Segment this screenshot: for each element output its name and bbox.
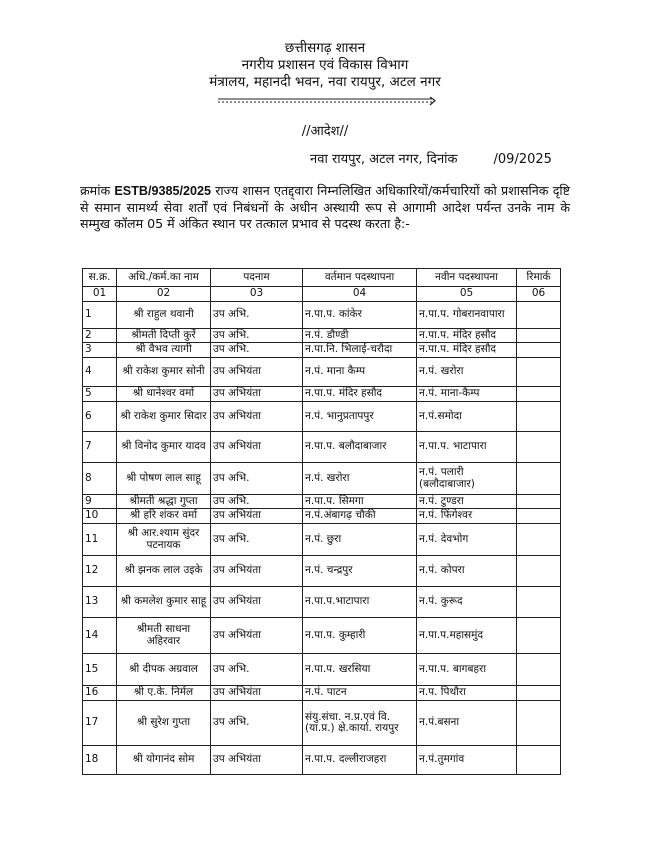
cell-current: न.पा.प. दल्लीराजहरा [303,746,417,775]
col-header-current: वर्तमान पदस्थापना [303,269,417,287]
cell-current: न.पं. पाटन [303,686,417,701]
cell-sn: 15 [83,654,117,686]
cell-post: उप अभियंता [211,358,303,387]
place-date-label: नवा रायपुर, अटल नगर, दिनांक [310,152,458,167]
table-header-row [83,269,561,287]
letterhead [0,40,650,91]
cell-sn: 8 [83,463,117,495]
cell-name: श्री आर.श्याम सुंदर पटनायक [117,524,211,556]
cell-current: न.पा.प.भाटापारा [303,587,417,618]
cell-current: न.पा.प. बलौदाबाजार [303,432,417,463]
cell-sn: 4 [83,358,117,387]
cell-current: न.पा.प. कुम्हारी [303,618,417,654]
cell-sn: 1 [83,302,117,329]
cell-sn: 6 [83,402,117,432]
cell-name: श्री राकेश कुमार सोनी [117,358,211,387]
cell-new: न.पा.प. मंदिर हसौद [417,343,517,358]
cell-new: न.पा.प. गोबरानवापारा [417,302,517,329]
cell-current: न.पं. भानुप्रतापपुर [303,402,417,432]
cell-name: श्री ए.के. निर्मल [117,686,211,701]
posting-table [82,268,561,775]
cell-new: न.पं. फिंगेश्वर [417,509,517,524]
table-row [83,556,561,587]
cell-post: उप अभियंता [211,402,303,432]
cell-post: उप अभियंता [211,509,303,524]
ornamental-divider [218,96,438,106]
table-row [83,686,561,701]
cell-remark [517,701,561,746]
table-row [83,343,561,358]
cell-new: न.प. पिथौरा [417,686,517,701]
cell-post: उप अभियंता [211,686,303,701]
cell-sn: 5 [83,387,117,402]
cell-remark [517,463,561,495]
cell-current: न.पं. खरोरा [303,463,417,495]
cell-name: श्री पोषण लाल साहू [117,463,211,495]
cell-name: श्री झनक लाल उइके [117,556,211,587]
table-row [83,495,561,509]
table-row [83,587,561,618]
cell-new: न.पा.प. भाटापारा [417,432,517,463]
table-row [83,654,561,686]
cell-remark [517,343,561,358]
cell-current: न.पा.प. मंदिर हसौद [303,387,417,402]
govt-name: छत्तीसगढ़ शासन [284,40,366,56]
cell-name: श्री राकेश कुमार सिदार [117,402,211,432]
cell-name: श्री दीपक अग्रवाल [117,654,211,686]
col-header-name: अधि./कर्म.का नाम [117,269,211,287]
cell-current: न.पा.प. सिमगा [303,495,417,509]
cell-post: उप अभियंता [211,618,303,654]
col-number: 01 [83,287,117,302]
place-date-line [310,149,552,167]
cell-new: न.पं.बसना [417,701,517,746]
cell-post: उप अभि. [211,463,303,495]
col-number: 05 [417,287,517,302]
cell-sn: 14 [83,618,117,654]
table-row [83,524,561,556]
cell-current: न.पं. डौण्डी [303,329,417,343]
cell-current: न.पं.अंबागढ़ चौकी [303,509,417,524]
cell-name: श्रीमती साधना अहिरवार [117,618,211,654]
cell-remark [517,746,561,775]
table-row [83,387,561,402]
cell-remark [517,402,561,432]
cell-name: श्री राहुल थवानी [117,302,211,329]
table-row [83,358,561,387]
cell-post: उप अभियंता [211,746,303,775]
cell-new: न.पं. कुरूद [417,587,517,618]
cell-sn: 12 [83,556,117,587]
cell-sn: 9 [83,495,117,509]
cell-remark [517,495,561,509]
cell-current: संयु.संचा. न.प्र.एवं वि.(या.प्र.) क्षे.कार्या. रायपुर [303,701,417,746]
cell-new: न.पं.तुमगांव [417,746,517,775]
cell-new: न.पा.प.महासमुंद [417,618,517,654]
col-header-sn: स.क्र. [83,269,117,287]
cell-remark [517,329,561,343]
table-row [83,701,561,746]
cell-sn: 13 [83,587,117,618]
cell-sn: 2 [83,329,117,343]
cell-remark [517,509,561,524]
table-row [83,302,561,329]
cell-name: श्री योगानंद सोम [117,746,211,775]
cell-current: न.पा.नि. भिलाई-चरौदा [303,343,417,358]
cell-remark [517,618,561,654]
cell-post: उप अभि. [211,524,303,556]
order-body: राज्य शासन एतद्द्वारा निम्नलिखित अधिकारियों/कर्मचारियों को प्रशासनिक दृष्टि से समान सामर्थ्य सेवा शर्तों एवं निबंधनों के अधीन अस्थायी रूप से आगामी आदेश पर्यन्त उनके नाम के सम्मुख कॉलम 05 में अंकित स्थान पर तत्काल प्रभाव से पदस्थ करता है:- [80,183,570,231]
cell-sn: 10 [83,509,117,524]
cell-sn: 3 [83,343,117,358]
date-value: /09/2025 [493,152,552,167]
cell-new: न.पं. माना-कैम्प [417,387,517,402]
table-row [83,746,561,775]
table-row [83,509,561,524]
cell-post: उप अभियंता [211,587,303,618]
cell-post: उप अभियंता [211,387,303,402]
cell-remark [517,432,561,463]
col-number: 04 [303,287,417,302]
cell-sn: 11 [83,524,117,556]
cell-current: न.पं. माना कैम्प [303,358,417,387]
cell-new: न.पं. पलारी (बलौदाबाजार) [417,463,517,495]
col-header-new: नवीन पदस्थापना [417,269,517,287]
order-number: ESTB/9385/2025 [114,184,212,198]
table-row [83,432,561,463]
cell-remark [517,686,561,701]
col-number: 02 [117,287,211,302]
cell-post: उप अभियंता [211,556,303,587]
cell-sn: 17 [83,701,117,746]
cell-name: श्रीमती दिप्ती कुर्रे [117,329,211,343]
col-header-post: पदनाम [211,269,303,287]
order-paragraph [80,183,570,233]
table-row [83,329,561,343]
cell-post: उप अभि. [211,302,303,329]
cell-name: श्री धानेश्वर वर्मा [117,387,211,402]
cell-new: न.पं. टुण्डरा [417,495,517,509]
cell-new: न.पा.प. मंदिर हसौद [417,329,517,343]
cell-sn: 7 [83,432,117,463]
cell-sn: 16 [83,686,117,701]
cell-new: न.पं. खरोरा [417,358,517,387]
office-address: मंत्रालय, महानदी भवन, नवा रायपुर, अटल नगर [209,74,441,90]
cell-sn: 18 [83,746,117,775]
cell-remark [517,387,561,402]
cell-name: श्रीमती श्रद्धा गुप्ता [117,495,211,509]
cell-name: श्री कमलेश कुमार साहू [117,587,211,618]
cell-new: न.पा.प. बागबहरा [417,654,517,686]
cell-new: न.पं.समोदा [417,402,517,432]
cell-post: उप अभि. [211,701,303,746]
order-no-prefix: क्रमांक [80,183,111,198]
cell-remark [517,358,561,387]
order-title: //आदेश// [301,124,349,139]
cell-name: श्री सुरेश गुप्ता [117,701,211,746]
cell-name: श्री हरि शंकर वर्मा [117,509,211,524]
cell-remark [517,556,561,587]
cell-post: उप अभियंता [211,432,303,463]
col-number: 06 [517,287,561,302]
col-number: 03 [211,287,303,302]
cell-current: न.पं. चन्द्रपुर [303,556,417,587]
table-colnum-row [83,287,561,302]
table-row [83,618,561,654]
cell-new: न.पं. देवभोग [417,524,517,556]
table-row [83,463,561,495]
cell-new: न.पं. कोपरा [417,556,517,587]
col-header-remark: रिमार्क [517,269,561,287]
cell-post: उप अभि. [211,343,303,358]
table-row [83,402,561,432]
cell-post: उप अभि. [211,654,303,686]
cell-current: न.पा.प. खरसिया [303,654,417,686]
cell-remark [517,587,561,618]
department-name: नगरीय प्रशासन एवं विकास विभाग [241,57,409,73]
cell-name: श्री वैभव त्यागी [117,343,211,358]
cell-post: उप अभि. [211,495,303,509]
cell-post: उप अभि. [211,329,303,343]
cell-current: न.पं. छुरा [303,524,417,556]
cell-remark [517,524,561,556]
cell-current: न.पा.प. कांकेर [303,302,417,329]
cell-name: श्री विनोद कुमार यादव [117,432,211,463]
cell-remark [517,654,561,686]
cell-remark [517,302,561,329]
